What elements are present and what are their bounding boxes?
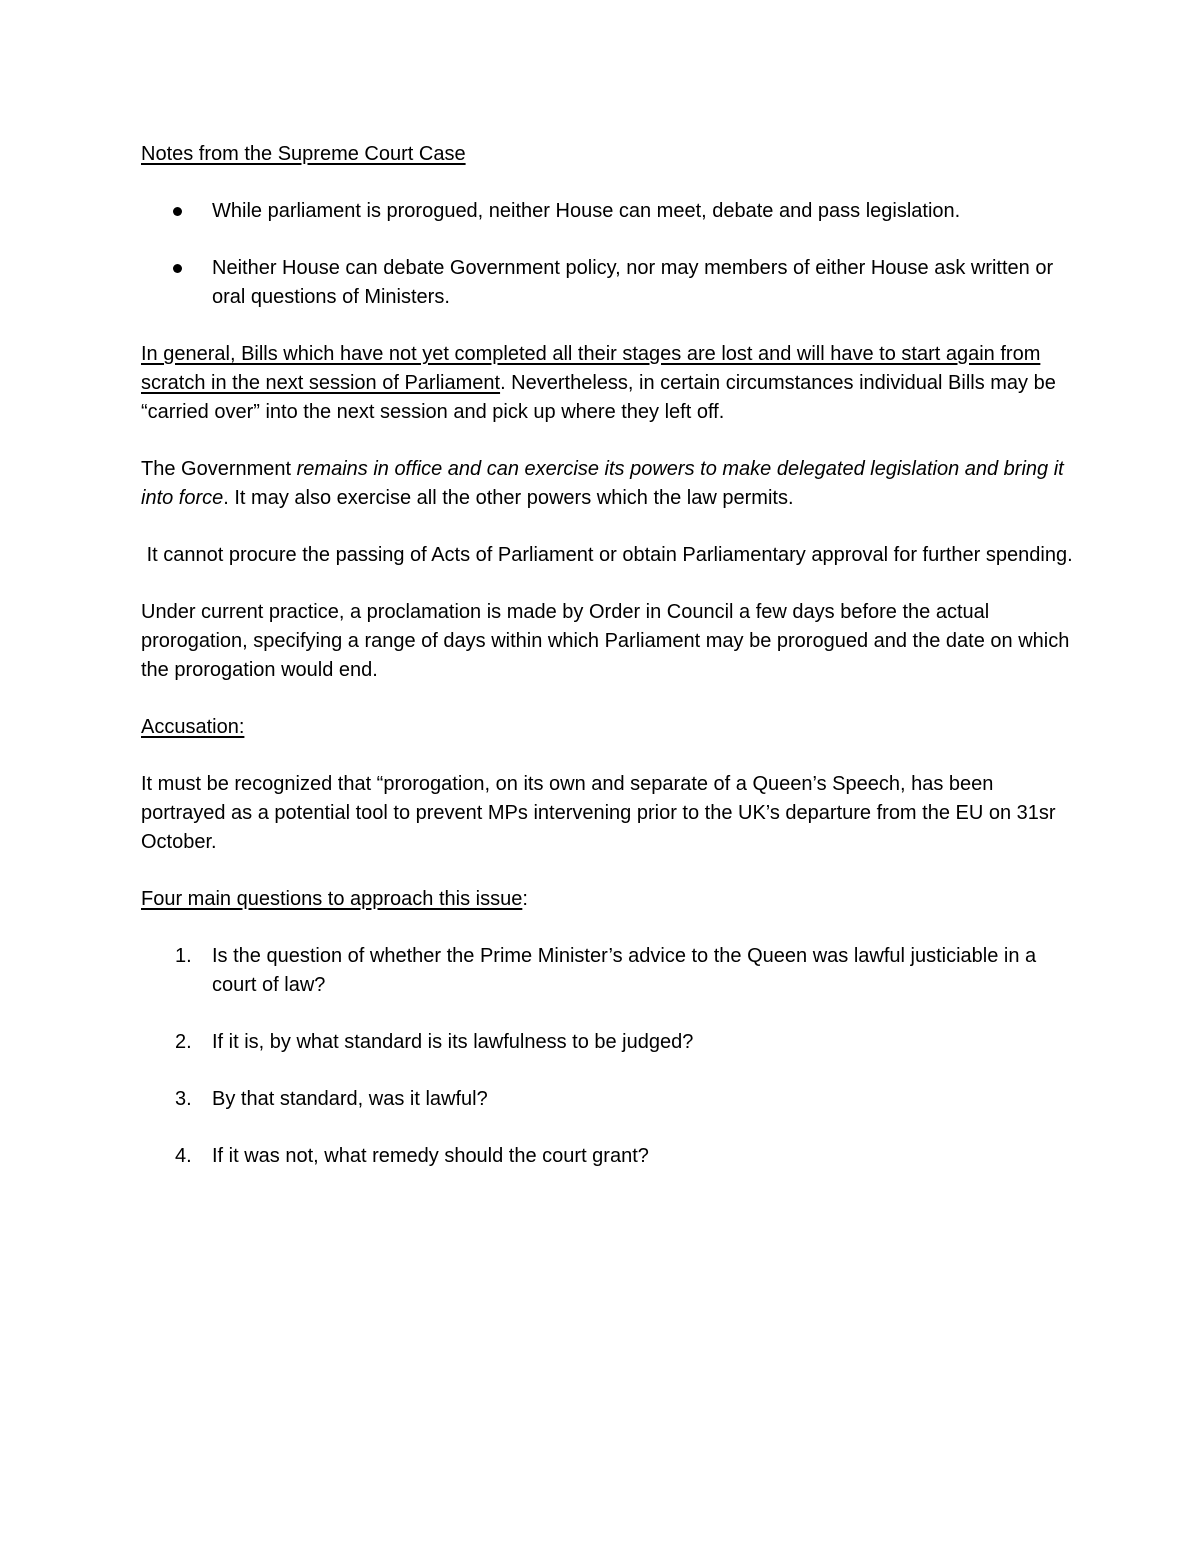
question-text: By that standard, was it lawful? — [212, 1088, 488, 1110]
bills-rest-text: . Nevertheless, in certain circumstances individual Bills may be “carried over” into the next session and pick up where they left off. — [141, 372, 1056, 423]
question-item — [141, 1085, 1076, 1114]
question-text: If it is, by what standard is its lawfulness to be judged? — [212, 1031, 694, 1053]
questions-heading — [141, 885, 1076, 914]
bullet-icon — [173, 207, 182, 216]
paragraph-bills — [141, 340, 1076, 427]
question-text: Is the question of whether the Prime Minister’s advice to the Queen was lawful justiciable in a court of law? — [212, 945, 1037, 996]
question-number: 1. — [175, 945, 192, 967]
question-number: 2. — [175, 1031, 192, 1053]
questions-heading-colon: : — [522, 888, 528, 910]
paragraph-government — [141, 455, 1076, 513]
bullet-item — [141, 254, 1076, 312]
bullet-item — [141, 197, 1076, 226]
bullet-icon — [173, 264, 182, 273]
question-item — [141, 942, 1076, 1000]
question-text: If it was not, what remedy should the court grant? — [212, 1145, 649, 1167]
question-item — [141, 1142, 1076, 1171]
government-lead-text: The Government — [141, 458, 297, 480]
paragraph-cannot: It cannot procure the passing of Acts of Parliament or obtain Parliamentary approval for further spending. — [141, 544, 1073, 566]
question-number: 4. — [175, 1145, 192, 1167]
questions-heading-text: Four main questions to approach this issue — [141, 888, 523, 910]
paragraph-accusation: It must be recognized that “prorogation, on its own and separate of a Queen’s Speech, has been portrayed as a potential tool to prevent MPs intervening prior to the UK’s departure from the EU on 31sr October. — [141, 773, 1056, 853]
government-rest-text: . It may also exercise all the other powers which the law permits. — [223, 487, 794, 509]
document-body — [141, 140, 1076, 1199]
paragraph-practice: Under current practice, a proclamation is made by Order in Council a few days before the actual prorogation, specifying a range of days within which Parliament may be prorogued and the date on which the prorogation would end. — [141, 601, 1070, 681]
accusation-heading: Accusation: — [141, 716, 245, 738]
questions-list — [141, 942, 1076, 1171]
bills-underlined-text: In general, Bills which have not yet completed all their stages are lost and will have to start again from scratch in the next session of Parliament — [141, 343, 1041, 394]
page-title: Notes from the Supreme Court Case — [141, 143, 466, 165]
bullet-list — [141, 197, 1076, 312]
bullet-text: Neither House can debate Government policy, nor may members of either House ask written or oral questions of Ministers. — [212, 257, 1054, 308]
government-italic-text: remains in office and can exercise its powers to make delegated legislation and bring it into force — [141, 458, 1064, 509]
question-number: 3. — [175, 1088, 192, 1110]
bullet-text: While parliament is prorogued, neither House can meet, debate and pass legislation. — [212, 200, 961, 222]
question-item — [141, 1028, 1076, 1057]
